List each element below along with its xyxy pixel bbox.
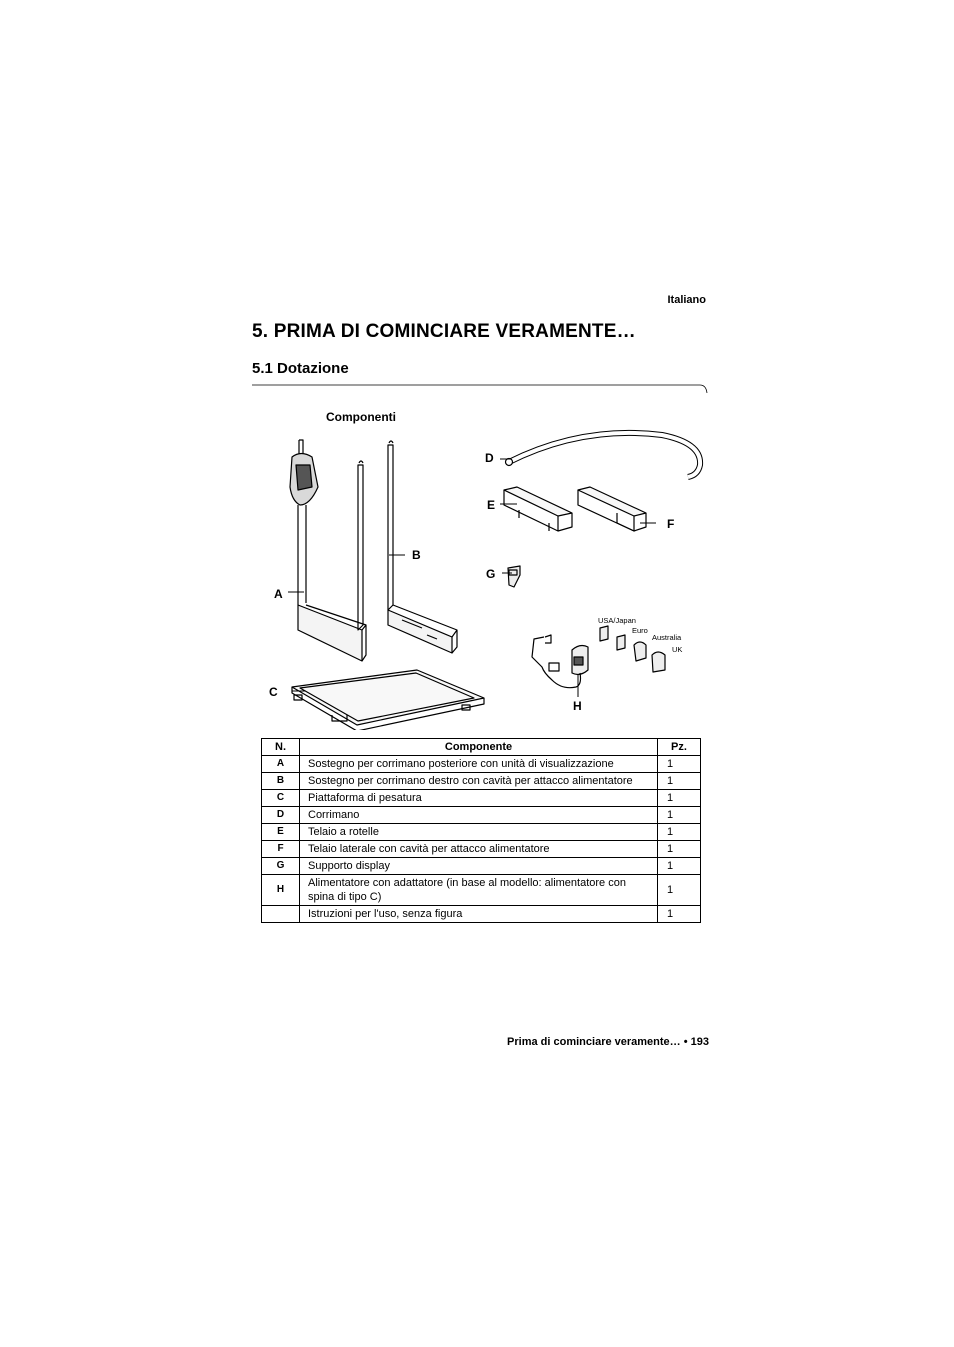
cell-no: F xyxy=(262,841,300,858)
part-g-drawing xyxy=(508,566,520,587)
cell-qty: 1 xyxy=(658,773,701,790)
table-row xyxy=(262,756,701,773)
table-row xyxy=(262,807,701,824)
part-f-drawing xyxy=(578,487,646,531)
label-c: C xyxy=(269,685,278,699)
cell-component: Supporto display xyxy=(300,858,658,875)
cell-component: Telaio a rotelle xyxy=(300,824,658,841)
label-h: H xyxy=(573,699,582,713)
table-row xyxy=(262,841,701,858)
part-c-drawing xyxy=(292,670,484,730)
plug-label-australia: Australia xyxy=(652,633,682,642)
language-label: Italiano xyxy=(667,294,706,306)
label-a: A xyxy=(274,587,283,601)
cell-qty: 1 xyxy=(658,906,701,923)
table-header-row xyxy=(262,739,701,756)
label-e: E xyxy=(487,498,496,512)
label-f: F xyxy=(667,517,675,531)
components-table xyxy=(261,738,701,923)
cell-component: Alimentatore con adattatore (in base al modello: alimentatore con spina di tipo C) xyxy=(300,875,658,906)
part-a-drawing xyxy=(290,440,366,661)
table-row xyxy=(262,858,701,875)
part-e-drawing xyxy=(504,487,572,531)
cell-no: H xyxy=(262,875,300,906)
cell-qty: 1 xyxy=(658,756,701,773)
cell-no: B xyxy=(262,773,300,790)
header-component: Componente xyxy=(300,739,658,756)
cell-qty: 1 xyxy=(658,858,701,875)
cell-qty: 1 xyxy=(658,841,701,858)
figure-caption: Componenti xyxy=(326,410,396,424)
cell-no: A xyxy=(262,756,300,773)
header-qty: Pz. xyxy=(658,739,701,756)
label-g: G xyxy=(486,567,496,581)
table-row xyxy=(262,824,701,841)
chapter-title: 5. PRIMA DI COMINCIARE VERAMENTE… xyxy=(252,321,636,342)
cell-no xyxy=(262,906,300,923)
cell-component: Corrimano xyxy=(300,807,658,824)
cell-no: G xyxy=(262,858,300,875)
cell-component: Piattaforma di pesatura xyxy=(300,790,658,807)
section-title: 5.1 Dotazione xyxy=(252,360,349,377)
cell-component: Telaio laterale con cavità per attacco alimentatore xyxy=(300,841,658,858)
part-b-drawing xyxy=(388,441,457,653)
cell-component: Sostegno per corrimano posteriore con unità di visualizzazione xyxy=(300,756,658,773)
cell-no: C xyxy=(262,790,300,807)
table-row xyxy=(262,790,701,807)
part-d-drawing xyxy=(507,433,700,477)
page-footer: Prima di cominciare veramente… • 193 xyxy=(507,1036,709,1048)
cell-qty: 1 xyxy=(658,875,701,906)
label-b: B xyxy=(412,548,421,562)
cell-component: Sostegno per corrimano destro con cavità per attacco alimentatore xyxy=(300,773,658,790)
cell-no: D xyxy=(262,807,300,824)
table-row xyxy=(262,875,701,906)
cell-qty: 1 xyxy=(658,824,701,841)
table-row xyxy=(262,906,701,923)
header-no: N. xyxy=(262,739,300,756)
section-divider xyxy=(252,382,708,394)
cell-qty: 1 xyxy=(658,807,701,824)
plug-label-euro: Euro xyxy=(632,626,648,635)
cell-no: E xyxy=(262,824,300,841)
components-illustration xyxy=(262,425,712,730)
cell-component: Istruzioni per l'uso, senza figura xyxy=(300,906,658,923)
part-h-drawing xyxy=(532,635,588,688)
label-d: D xyxy=(485,451,494,465)
plug-label-usa-japan: USA/Japan xyxy=(598,616,636,625)
cell-qty: 1 xyxy=(658,790,701,807)
table-row xyxy=(262,773,701,790)
plug-label-uk: UK xyxy=(672,645,683,654)
